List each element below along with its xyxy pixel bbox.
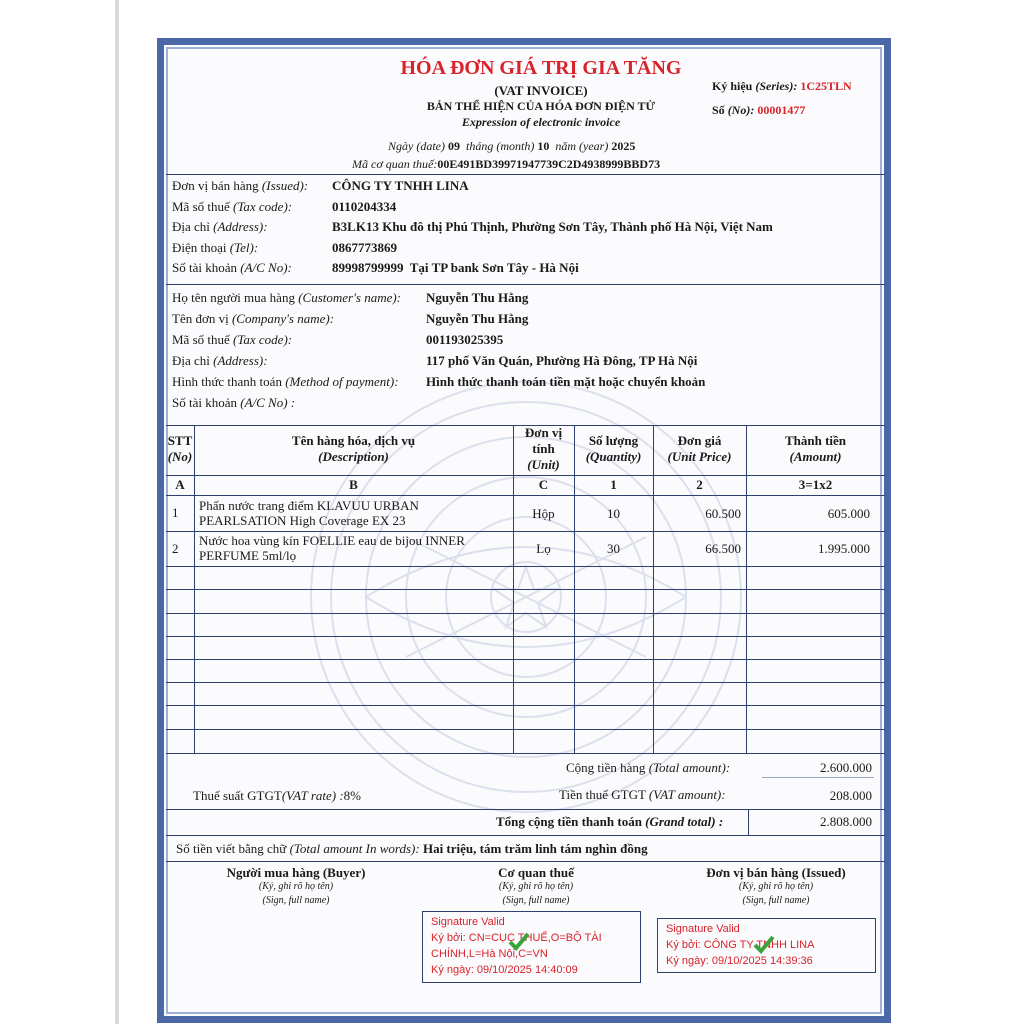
buyer-tax-label: Mã số thuế (Tax code): (172, 332, 293, 347)
col-header-unit-price: Đơn giá (Unit Price) (667, 433, 732, 464)
buyer-account-label: Số tài khoản (A/C No) : (172, 395, 296, 410)
vat-amount-label: Tiền thuế GTGT (VAT amount): (559, 787, 726, 802)
col-header-quantity: Số lượng (Quantity) (585, 433, 642, 464)
code-c: C (538, 477, 549, 492)
seller-name-label: Đơn vị bán hàng (Issued): (172, 178, 309, 193)
row-2-description: Nước hoa vùng kín FOELLIE eau de bijou INNER PERFUME 5ml/lọ (199, 533, 465, 563)
row-2-amount: 1.995.000 (818, 541, 870, 556)
page-left-edge (115, 0, 119, 1024)
seller-phone: 0867773869 (332, 240, 397, 255)
code-b: B (349, 477, 358, 492)
row-1-no: 1 (172, 505, 179, 520)
customer-label: Họ tên người mua hàng (Customer's name): (172, 290, 402, 305)
col-header-description: Tên hàng hóa, dịch vụ (Description) (291, 433, 416, 464)
seller-name: CÔNG TY TNHH LINA (332, 178, 469, 193)
tax-sign-title: Cơ quan thuế (498, 865, 574, 880)
company-name: Nguyễn Thu Hằng (426, 311, 529, 326)
seller-account-label: Số tài khoản (A/C No): (172, 260, 292, 275)
seller-address: B3LK13 Khu đô thị Phú Thịnh, Phường Sơn Tây, Thành phố Hà Nội, Việt Nam (332, 219, 773, 234)
row-2-no: 2 (172, 541, 179, 556)
invoice-subtitle: (VAT INVOICE) (494, 83, 588, 98)
invoice-document (166, 47, 885, 1019)
code-3: 3=1x2 (798, 477, 833, 492)
seller-tax-label: Mã số thuế (Tax code): (172, 199, 293, 214)
customer-name: Nguyễn Thu Hằng (426, 290, 529, 305)
total-amount: 2.600.000 (820, 760, 872, 775)
number-field: Số (No): 00001477 (712, 103, 806, 117)
buyer-sign-note: (Ký, ghi rõ họ tên) (258, 881, 334, 892)
row-2-quantity: 30 (607, 541, 620, 556)
seller-sign-note: (Ký, ghi rõ họ tên) (738, 881, 814, 892)
buyer-address-label: Địa chỉ (Address): (172, 353, 268, 368)
row-2-unit: Lọ (536, 541, 551, 556)
row-1-amount: 605.000 (827, 506, 870, 521)
code-a: A (175, 477, 185, 492)
seller-tax-code: 0110204334 (332, 199, 397, 214)
payment-label: Hình thức thanh toán (Method of payment): (172, 374, 399, 389)
series-field: Ký hiệu (Series): 1C25TLN (712, 79, 852, 93)
payment-method: Hình thức thanh toán tiền mặt hoặc chuyển khoản (426, 374, 706, 389)
tax-sign-note-en: (Sign, full name) (502, 895, 570, 906)
seller-sign-note-en: (Sign, full name) (742, 895, 810, 906)
row-1-unit-price: 60.500 (705, 506, 741, 521)
code-2: 2 (696, 477, 703, 492)
company-label: Tên đơn vị (Company's name): (172, 311, 335, 326)
tax-authority-code: Mã cơ quan thuế:00E491BD39971947739C2D4938999BBD73 (352, 157, 661, 171)
code-1: 1 (610, 477, 617, 492)
vat-rate: Thuế suất GTGT(VAT rate) :8% (193, 788, 362, 803)
series-value: 1C25TLN (800, 79, 852, 93)
seller-sign-title: Đơn vị bán hàng (Issued) (706, 865, 846, 880)
seller-address-label: Địa chỉ (Address): (172, 219, 268, 234)
grand-total: 2.808.000 (820, 814, 872, 829)
row-2-unit-price: 66.500 (705, 541, 741, 556)
buyer-address: 117 phố Văn Quán, Phường Hà Đông, TP Hà Nội (426, 353, 698, 368)
seller-phone-label: Điện thoại (Tel): (172, 240, 259, 255)
display-note-en: Expression of electronic invoice (461, 115, 621, 129)
col-header-amount: Thành tiền (Amount) (784, 433, 847, 464)
buyer-sign-title: Người mua hàng (Buyer) (226, 865, 366, 880)
row-1-quantity: 10 (607, 506, 620, 521)
row-1-description: Phấn nước trang điểm KLAVUU URBAN PEARLSATION High Coverage EX 23 (199, 498, 419, 528)
display-note: BẢN THỂ HIỆN CỦA HÓA ĐƠN ĐIỆN TỬ (426, 99, 656, 113)
col-header-no: STT (No) (167, 433, 193, 464)
valid-check-icon (753, 933, 775, 955)
seller-account: 89998799999 Tại TP bank Sơn Tây - Hà Nội (332, 260, 579, 275)
seller-signature: Signature Valid Ký bởi: CÔNG TY TNHH LINA Ký ngày: 09/10/2025 14:39:36 (657, 918, 876, 973)
tax-authority-signature: Signature Valid Ký bởi: CN=CỤC THUẾ,O=BỘ TÀI CHÍNH,L=Hà Nội,C=VN Ký ngày: 09/10/2025 14:40:09 (422, 911, 641, 983)
buyer-tax-code: 001193025395 (426, 332, 504, 347)
invoice-number: 00001477 (757, 103, 806, 117)
grand-total-label: Tổng cộng tiền thanh toán (Grand total) : (496, 814, 724, 829)
tax-sign-note: (Ký, ghi rõ họ tên) (498, 881, 574, 892)
valid-check-icon (508, 930, 530, 952)
col-header-unit: Đơn vị tính (Unit) (524, 425, 563, 472)
row-1-unit: Hộp (532, 506, 555, 521)
buyer-sign-note-en: (Sign, full name) (262, 895, 330, 906)
vat-amount: 208.000 (829, 788, 872, 803)
invoice-date: Ngày (date) 09 tháng (month) 10 năm (year) 2025 (388, 139, 636, 153)
amount-in-words: Số tiền viết bằng chữ (Total amount In words): Hai triệu, tám trăm linh tám nghìn đồng (176, 841, 648, 856)
total-amount-label: Cộng tiền hàng (Total amount): (566, 760, 731, 775)
invoice-title: HÓA ĐƠN GIÁ TRỊ GIA TĂNG (400, 57, 682, 79)
